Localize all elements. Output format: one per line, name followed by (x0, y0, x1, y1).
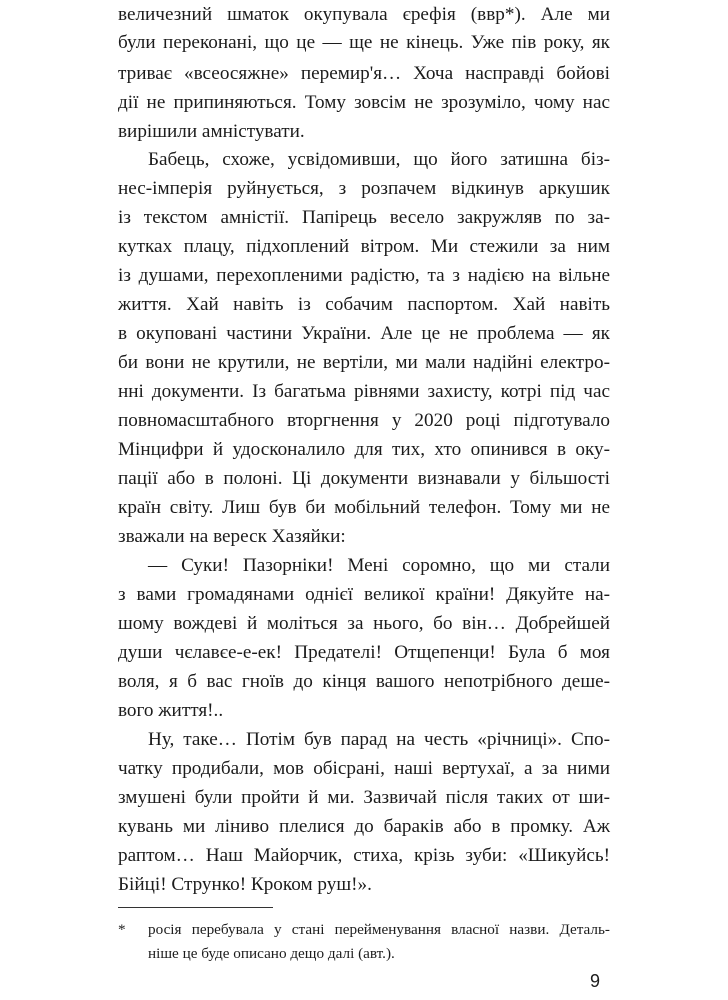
footnote-line (118, 918, 610, 942)
text-line: пації або в полоні. Ці документи визнавали у більшості (118, 468, 610, 489)
page-number: 9 (589, 971, 600, 991)
text-line: триває «всеосяжне» перемир'я… Хоча насправді бойові (118, 63, 610, 84)
text-line: воля, я б вас гноїв до кінця вашого непотрібного деше- (118, 671, 610, 692)
text-line: змушені були пройти й ми. Зазвичай після таких от ши- (118, 787, 610, 808)
footnote-text: ніше це буде описано дещо далі (авт.). (148, 945, 395, 962)
text-line: в окуповані частини України. Але це не проблема — як (118, 323, 610, 344)
text-line: души чєлавєе-е-ек! Предателі! Отщепенци! Була б моя (118, 642, 610, 663)
text-line: чатку продибали, мов обісрані, наші вертухаї, а за ними (118, 758, 610, 779)
text-line: Бабець, схоже, усвідомивши, що його затишна біз- (148, 149, 610, 170)
text-line: із душами, перехопленими радістю, та з надією на вільне (118, 265, 610, 286)
footnote-line (118, 942, 610, 966)
text-line: — Суки! Пазорніки! Мені соромно, що ми стали (148, 555, 610, 576)
text-line: раптом… Наш Майорчик, стиха, крізь зуби: «Шикуйсь! (118, 845, 610, 866)
text-line: зважали на вереск Хазяйки: (118, 526, 346, 547)
text-line: вого життя!.. (118, 700, 224, 721)
text-line: Ну, таке… Потім був парад на честь «річниці». Спо- (148, 729, 610, 750)
text-line: Мінцифри й удосконалило для тих, хто опинився в оку- (118, 439, 610, 460)
text-line: Бійці! Струнко! Кроком руш!». (118, 874, 372, 895)
footnote-text: росія перебувала у стані перейменування власної назви. Деталь- (148, 921, 610, 938)
text-line: повномасштабного вторгнення у 2020 році підготувало (118, 410, 610, 431)
text-line: вирішили амністувати. (118, 121, 305, 142)
text-line: шому вождеві й моліться за нього, бо він… Добрейшей (118, 613, 610, 634)
text-line: кутках плацу, підхоплений вітром. Ми стежили за ним (118, 236, 610, 257)
text-line: нні документи. Із багатьма рівнями захисту, котрі під час (118, 381, 610, 402)
footnote-marker: * (118, 921, 126, 938)
text-line: з вами громадянами однієї великої країни! Дякуйте на- (118, 584, 610, 605)
text-line: країн світу. Лиш був би мобільний телефон. Тому ми не (118, 497, 610, 518)
text-line: величезний шматок окупувала єрефія (ввр*). Але ми (118, 4, 610, 25)
text-line: би вони не крутили, не вертіли, ми мали надійні електро- (118, 352, 610, 373)
text-line: були переконані, що це — ще не кінець. Уже пів року, як (118, 32, 610, 53)
footnote-divider (118, 907, 273, 908)
text-line: із текстом амністії. Папірець весело закружляв по за- (118, 207, 610, 228)
text-line: життя. Хай навіть із собачим паспортом. Хай навіть (118, 294, 610, 315)
text-line: кувань ми ліниво плелися до бараків або в промку. Аж (118, 816, 610, 837)
text-line: нес-імперія руйнується, з розпачем відкинув аркушик (118, 178, 610, 199)
text-line: дії не припиняються. Тому зовсім не зрозуміло, чому нас (118, 92, 610, 113)
